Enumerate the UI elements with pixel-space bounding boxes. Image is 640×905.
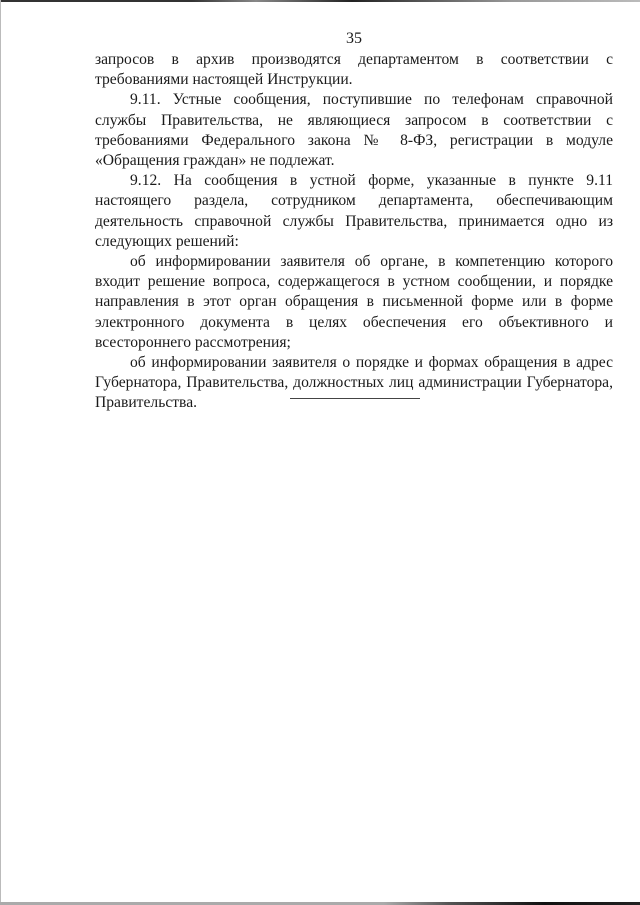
list-item-decision-2: об информировании заявителя о порядке и формах обращения в адрес Губернатора, Правительства, должностных лиц администрации Губернатора, Правительства.	[95, 354, 613, 412]
end-of-section-rule	[290, 398, 420, 399]
paragraph-9-11: 9.11. Устные сообщения, поступившие по телефонам справочной службы Правительства, не являющиеся запросом в соответствии с требованиями Федерального закона № 8-ФЗ, регистрации в модуле «Обращения граждан» не подлежат.	[95, 91, 613, 170]
document-body	[95, 50, 613, 414]
page-number: 35	[346, 30, 362, 47]
list-item-decision-1: об информировании заявителя об органе, в компетенцию которого входит решение вопроса, содержащегося в устном сообщении, и порядке направления в этот орган обращения в письменной форме или в форме электронного документа в целях обеспечения его объективного и всестороннего рассмотрения;	[95, 253, 613, 351]
scan-left-edge	[0, 0, 1, 905]
scan-top-edge	[0, 0, 640, 2]
paragraph-continuation: запросов в архив производятся департаментом в соответствии с требованиями настоящей Инструкции.	[95, 51, 613, 89]
paragraph-9-12: 9.12. На сообщения в устной форме, указанные в пункте 9.11 настоящего раздела, сотрудником департамента, обеспечивающим деятельность справочной службы Правительства, принимается одно из следующих решений:	[95, 172, 613, 250]
